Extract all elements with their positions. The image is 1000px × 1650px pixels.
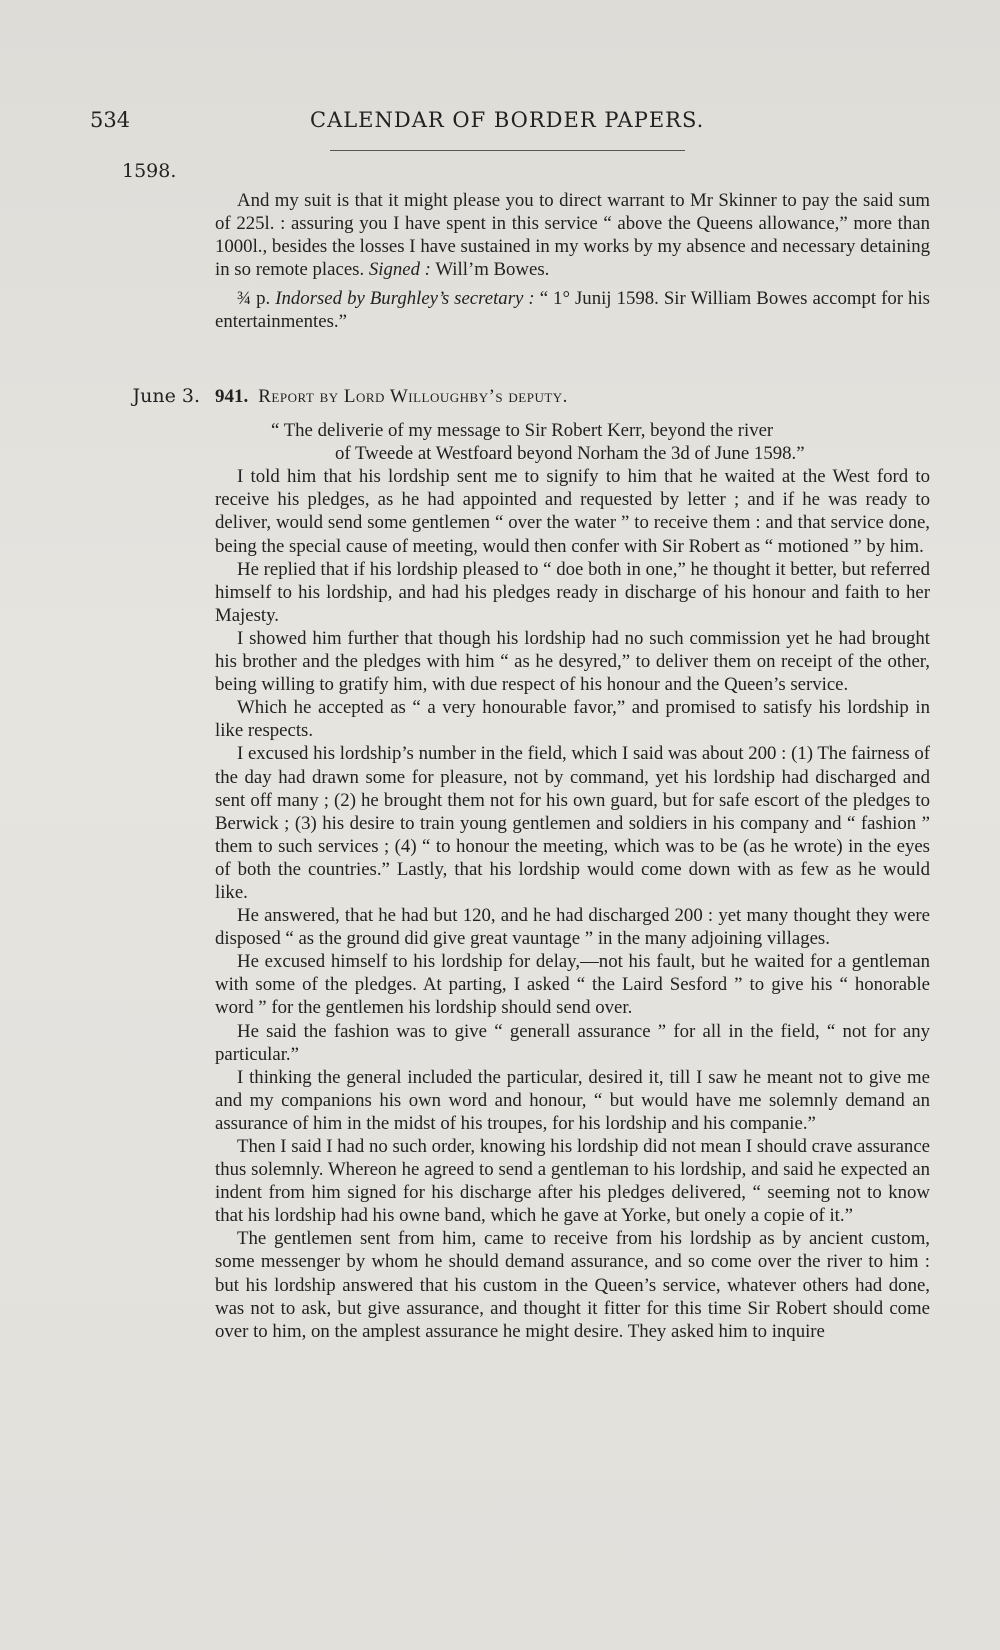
quote-line-2: of Tweede at Westfoard beyond Norham the 3d of June 1598.” [335, 443, 805, 465]
entry-paragraph-3: I showed him further that though his lordship had no such commission yet he had brought his brother and the pledges with him “ as he desyred,” to deliver them on receipt of the other, being willing to gratify him, with due respect of his honour and the Queen’s service. [215, 627, 930, 696]
entry-block [215, 385, 930, 1343]
page-number: 534 [90, 108, 131, 132]
intro-block [215, 189, 930, 334]
intro-text: And my suit is that it might please you to direct warrant to Mr Skinner to pay the said sum of 225l. : assuring you I have spent in this service “ above the Queens allowance,” more than 1000l., besides the losses I have sustained in my works by my absence and necessary detaining in so remote places. [215, 190, 930, 281]
title-rule [330, 150, 685, 151]
entry-paragraph-6: He answered, that he had but 120, and he had discharged 200 : yet many thought they were disposed “ as the ground did give great vauntage ” in the many adjoining villages. [215, 905, 930, 950]
entry-number: 941. [215, 386, 249, 407]
endorsement-paragraph [215, 287, 930, 333]
entry-paragraph-9: I thinking the general included the particular, desired it, till I saw he meant not to give me and my companions his own word and honour, “ but would have me solemnly demand an assurance of him in the midst of his troupes, for his lordship and his companie.” [215, 1066, 930, 1134]
entry-paragraph-5: I excused his lordship’s number in the field, which I said was about 200 : (1) The fairness of the day had drawn some for pleasure, not by command, yet his lordship had discharged and sent off many ; (2) he brought them not for his own guard, but for safe escort of the pledges to Berwick ; (3) his desire to train young gentlemen and soldiers in his company and “ fashion ” them to such services ; (4) “ to honour the meeting, which was to be (as he wrote) in the eyes of both the countries.” Lastly, that his lordship would come down with as few as he would like. [215, 743, 930, 903]
entry-paragraph-4: Which he accepted as “ a very honourable favor,” and promised to satisfy his lordship in like respects. [215, 697, 930, 742]
entry-paragraph-2: He replied that if his lordship pleased to “ doe both in one,” he thought it better, but referred himself to his lordship, and had his pledges ready in discharge of his honour and faith to her Majesty. [215, 558, 930, 626]
entry-paragraph-8: He said the fashion was to give “ generall assurance ” for all in the field, “ not for any particular.” [215, 1020, 930, 1065]
margin-date: June 3. [132, 385, 200, 407]
running-title: CALENDAR OF BORDER PAPERS. [310, 108, 705, 132]
quote-line-1: “ The deliverie of my message to Sir Robert Kerr, beyond the river [271, 420, 774, 442]
entry-paragraph-10: Then I said I had no such order, knowing his lordship did not mean I should crave assurance thus solemnly. Whereon he agreed to send a gentleman to his lordship, and said he expected an indent from him signed for his discharge after his pledges delivered, “ seeming not to know that his lordship had his owne band, which he gave at Yorke, but onely a copie of it.” [215, 1136, 930, 1227]
endorse-text: “ 1° Junij 1598. Sir William Bowes accompt for his entertainmentes.” [215, 288, 930, 333]
entry-paragraph-7: He excused himself to his lordship for delay,—not his fault, but he waited for a gentleman with some of the pledges. At parting, I asked “ the Laird Sesford ” to give his “ honorable word ” for the gentlemen his lordship should send over. [215, 951, 930, 1019]
margin-year: 1598. [122, 160, 177, 182]
entry-paragraph-1: I told him that his lordship sent me to signify to him that he waited at the West ford to receive his pledges, as he had appointed and requested by letter ; and if he was ready to deliver, would send some gentlemen “ over the water ” to receive them : and that service done, being the special cause of meeting, would then confer with Sir Robert as “ motioned ” by him. [215, 466, 930, 557]
endorse-label: Indorsed by Burghley’s secretary : [275, 288, 535, 310]
entry-paragraph-11: The gentlemen sent from him, came to receive from his lordship as by ancient custom, some messenger by whom he should demand assurance, and so come over the river to him : but his lordship answered that his custom in the Queen’s service, whatever others had done, was not to ask, but give assurance, and thought it fitter for this time Sir Robert should come over to him, on the amplest assurance he might desire. They asked him to inquire [215, 1228, 930, 1342]
signed-label: Signed : [368, 259, 431, 281]
entry-title: Report by Lord Willoughby’s deputy. [258, 386, 568, 407]
endorse-size: ¾ p. [237, 288, 271, 310]
intro-paragraph [215, 189, 930, 281]
signed-name: Will’m Bowes. [435, 259, 550, 281]
entry-heading [215, 385, 930, 408]
